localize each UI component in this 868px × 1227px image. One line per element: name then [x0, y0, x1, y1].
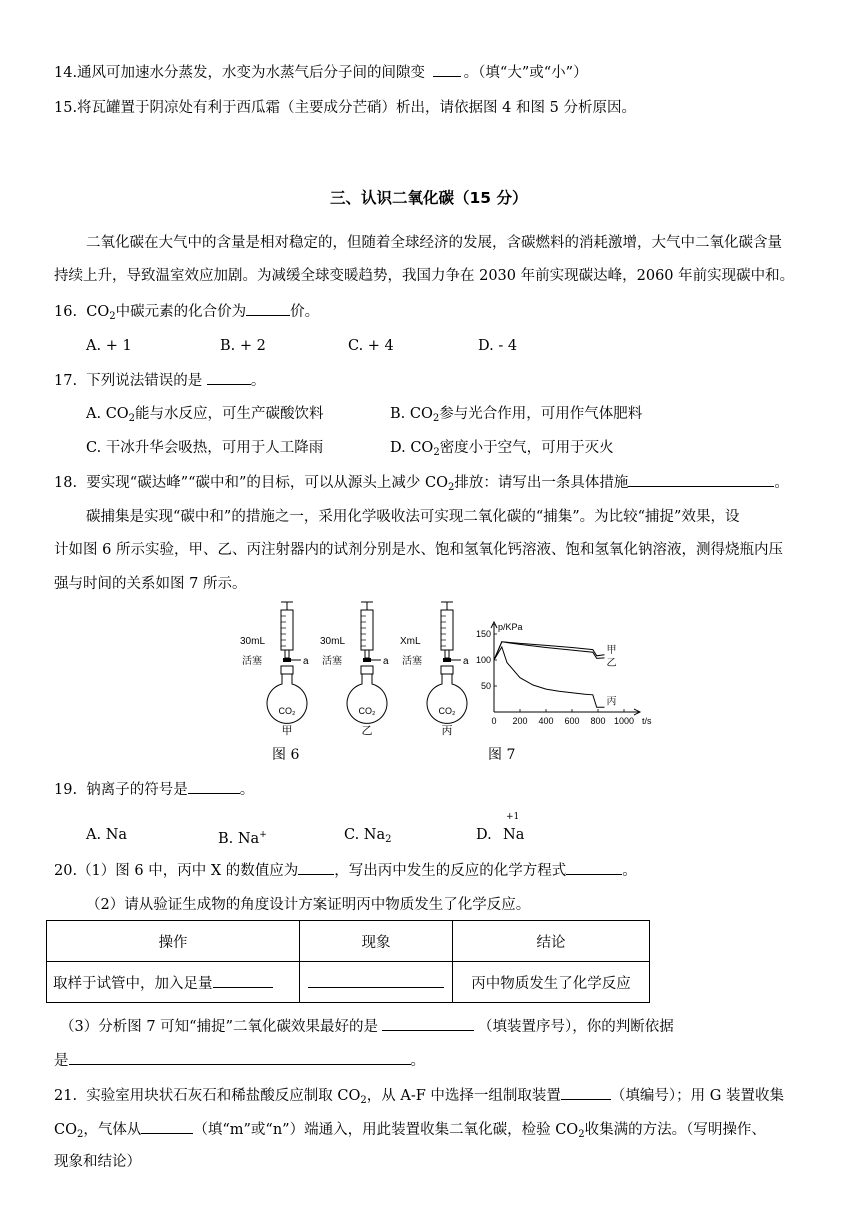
apparatus-3	[400, 602, 469, 737]
y-tick-label: 150	[475, 629, 491, 639]
table-header: 操作	[47, 921, 300, 962]
apparatus-group	[240, 602, 469, 737]
stopper	[361, 666, 373, 674]
answer-table	[46, 920, 650, 1003]
option-d[interactable]: D.	[476, 827, 492, 843]
question-15: 15.将瓦罐置于阴凉处有利于西瓜霜（主要成分芒硝）析出，请依据图 4 和图 5 分析原因。	[54, 100, 636, 116]
series-line-2	[494, 642, 605, 660]
answer-blank[interactable]	[382, 1016, 474, 1031]
stopper	[441, 666, 453, 674]
option-b[interactable]: B. Na+	[218, 830, 267, 847]
apparatus-label: 甲	[281, 725, 293, 737]
answer-blank[interactable]	[561, 1085, 611, 1100]
syringe-tip	[445, 650, 449, 658]
answer-blank[interactable]	[566, 860, 622, 875]
question-17: 17. 下列说法错误的是 。	[54, 370, 265, 391]
question-20-part-1: 20.（1）图 6 中，丙中 X 的数值应为 ，写出丙中发生的反应的化学方程式 。	[54, 860, 637, 881]
option-d[interactable]: D. - 4	[478, 338, 518, 354]
valve-label: 活塞	[242, 656, 262, 667]
answer-blank[interactable]	[213, 973, 273, 988]
option-c[interactable]: C. $Na_2$	[344, 827, 392, 845]
volume-label: 30mL	[320, 636, 346, 647]
question-19: 19. 钠离子的符号是 。	[54, 779, 254, 800]
section-title: 三、认识二氧化碳（15 分）	[330, 189, 528, 207]
option-a[interactable]: A. Na	[86, 827, 128, 843]
question-20-part-3: （3）分析图 7 可知“捕捉”二氧化碳效果最好的是 （填装置序号），你的判断依据	[60, 1016, 674, 1037]
port-label: a	[303, 656, 309, 667]
valve-label: 活塞	[402, 656, 422, 667]
question-21-line-3: 现象和结论）	[54, 1154, 141, 1170]
x-tick-label: 0	[491, 716, 497, 726]
answer-blank[interactable]	[628, 472, 774, 487]
intro-line-2: 持续上升，导致温室效应加剧。为减缓全球变暖趋势，我国力争在 2030 年前实现碳达峰，2060 年前实现碳中和。	[54, 268, 795, 284]
series-label: 乙	[606, 657, 617, 669]
question-21: 21. 实验室用块状石灰石和稀盐酸反应制取 $CO_2$，从 A-F 中选择一组制取装置 （填编号）；用 G 装置收集	[54, 1085, 784, 1111]
apparatus-label: 丙	[441, 725, 453, 737]
syringe-tip	[365, 650, 369, 658]
question-21-line-2: $CO_2$，气体从 （填“m”或“n”）端通入，用此装置收集二氧化碳，检验 $CO_2$收集满的方法。（写明操作、	[54, 1119, 766, 1145]
answer-blank[interactable]	[298, 860, 334, 875]
valence-mark: +1	[506, 812, 520, 822]
option-d[interactable]: D. $CO_2$密度小于空气，可用于灭火	[390, 440, 614, 458]
y-tick-label: 50	[480, 681, 491, 691]
answer-blank[interactable]	[188, 779, 240, 794]
y-tick-label: 100	[475, 655, 491, 665]
capture-line-2: 计如图 6 所示实验，甲、乙、丙注射器内的试剂分别是水、饱和氢氧化钙溶液、饱和氢氧化钠溶液，测得烧瓶内压	[54, 542, 783, 558]
x-tick-label: 200	[512, 716, 528, 726]
capture-line-3: 强与时间的关系如图 7 所示。	[54, 576, 247, 592]
option-c[interactable]: C. 干冰升华会吸热，可用于人工降雨	[86, 440, 324, 456]
gas-label: CO₂	[358, 706, 376, 716]
series-label: 丙	[606, 696, 617, 708]
figure-7-caption: 图 7	[488, 747, 516, 763]
figure-7-chart	[470, 618, 660, 728]
question-16: 16. $CO_2$中碳元素的化合价为 价。	[54, 301, 319, 327]
answer-blank[interactable]	[433, 62, 461, 77]
option-c[interactable]: C. + 4	[348, 338, 394, 354]
option-b[interactable]: B. $CO_2$参与光合作用，可用作气体肥料	[390, 406, 643, 424]
figure-6-caption: 图 6	[272, 747, 300, 763]
option-a[interactable]: A. + 1	[86, 338, 132, 354]
apparatus-1	[240, 602, 309, 737]
answer-blank[interactable]	[141, 1119, 193, 1134]
x-tick-label: 800	[590, 716, 606, 726]
answer-blank[interactable]	[308, 973, 444, 988]
series-label: 甲	[606, 644, 617, 656]
question-14: 14.通风可加速水分蒸发，水变为水蒸气后分子间的间隙变 。（填“大”或“小”）	[54, 62, 588, 83]
table-header: 结论	[453, 921, 650, 962]
series-line-1	[494, 642, 605, 660]
question-20-part-2: （2）请从验证生成物的角度设计方案证明丙中物质发生了化学反应。	[86, 897, 531, 913]
volume-label: XmL	[400, 636, 421, 647]
table-cell-operation: 取样于试管中，加入足量	[47, 962, 300, 1003]
answer-blank[interactable]	[246, 301, 290, 316]
volume-label: 30mL	[240, 636, 266, 647]
figure-6	[225, 600, 475, 740]
x-axis-label: t/s	[642, 716, 652, 726]
port-label: a	[463, 656, 469, 667]
valve-label: 活塞	[322, 656, 342, 667]
syringe-tip	[285, 650, 289, 658]
x-tick-label: 1000	[613, 716, 635, 726]
option-a[interactable]: A. $CO_2$能与水反应，可生产碳酸饮料	[86, 406, 324, 424]
option-d-symbol: Na	[503, 827, 525, 843]
question-20-part-3-line-2: 是 。	[54, 1050, 425, 1071]
x-tick-label: 400	[538, 716, 554, 726]
capture-line-1: 碳捕集是实现“碳中和”的措施之一，采用化学吸收法可实现二氧化碳的“捕集”。为比较“捕捉”效果，设	[86, 509, 740, 525]
apparatus-2	[320, 602, 389, 737]
gas-label: CO₂	[278, 706, 296, 716]
apparatus-label: 乙	[361, 725, 373, 737]
port-label: a	[383, 656, 389, 667]
question-18: 18. 要实现“碳达峰”“碳中和”的目标，可以从源头上减少 $CO_2$排放：请写出一条具体措施 。	[54, 472, 789, 498]
table-header: 现象	[300, 921, 453, 962]
intro-line-1: 二氧化碳在大气中的含量是相对稳定的，但随着全球经济的发展，含碳燃料的消耗激增，大气中二氧化碳含量	[86, 235, 782, 251]
table-cell-conclusion: 丙中物质发生了化学反应	[453, 962, 650, 1003]
gas-label: CO₂	[438, 706, 456, 716]
y-axis-label: p/KPa	[498, 622, 523, 632]
option-b[interactable]: B. + 2	[220, 338, 266, 354]
answer-blank[interactable]	[207, 370, 251, 385]
x-tick-label: 600	[564, 716, 580, 726]
stopper	[281, 666, 293, 674]
series-line-3	[494, 647, 605, 707]
answer-blank[interactable]	[69, 1050, 411, 1065]
table-cell-phenomenon	[300, 962, 453, 1003]
